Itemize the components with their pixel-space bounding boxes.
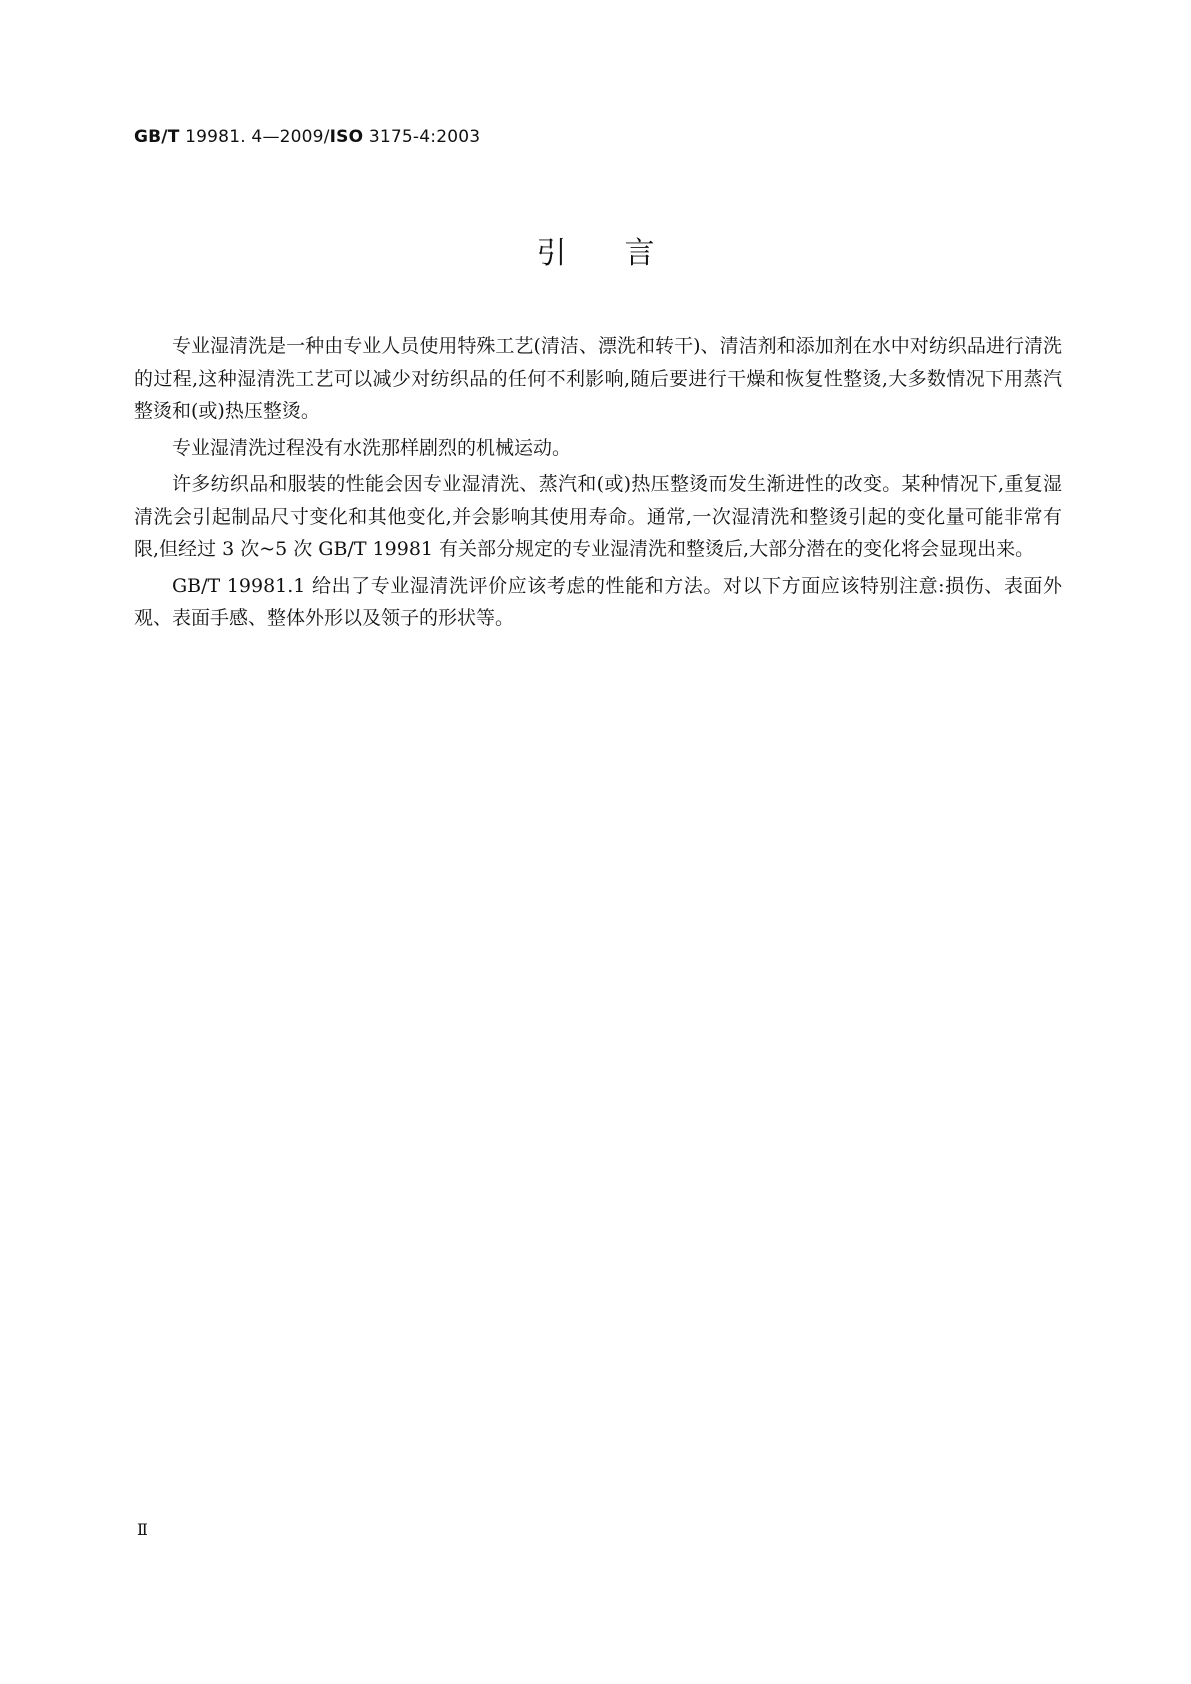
paragraph: 专业湿清洗过程没有水洗那样剧烈的机械运动。 xyxy=(172,436,572,459)
standard-number: 19981. 4—2009/ xyxy=(179,127,330,147)
standard-number-header xyxy=(134,127,480,147)
page-number: Ⅱ xyxy=(137,1520,148,1539)
iso-number: 3175-4:2003 xyxy=(363,127,481,147)
page-title: 引言 xyxy=(536,236,713,271)
iso-prefix: ISO xyxy=(329,127,364,147)
introduction-body xyxy=(134,330,1062,639)
standard-prefix: GB/T xyxy=(134,127,180,147)
paragraph: 许多纺织品和服装的性能会因专业湿清洗、蒸汽和(或)热压整烫而发生渐进性的改变。某种情况下,重复湿清洗会引起制品尺寸变化和其他变化,并会影响其使用寿命。通常,一次湿清洗和整烫引起的变化量可能非常有限,但经过 3 次~5 次 GB/T 19981 有关部分规定的专业湿清洗和整烫后,大部分潜在的变化将会显现出来。 xyxy=(134,473,1062,560)
paragraph: 专业湿清洗是一种由专业人员使用特殊工艺(清洁、漂洗和转干)、清洁剂和添加剂在水中对纺织品进行清洗的过程,这种湿清洗工艺可以减少对纺织品的任何不利影响,随后要进行干燥和恢复性整烫,大多数情况下用蒸汽整烫和(或)热压整烫。 xyxy=(134,335,1062,422)
paragraph: GB/T 19981.1 给出了专业湿清洗评价应该考虑的性能和方法。对以下方面应该特别注意:损伤、表面外观、表面手感、整体外形以及领子的形状等。 xyxy=(134,574,1062,629)
